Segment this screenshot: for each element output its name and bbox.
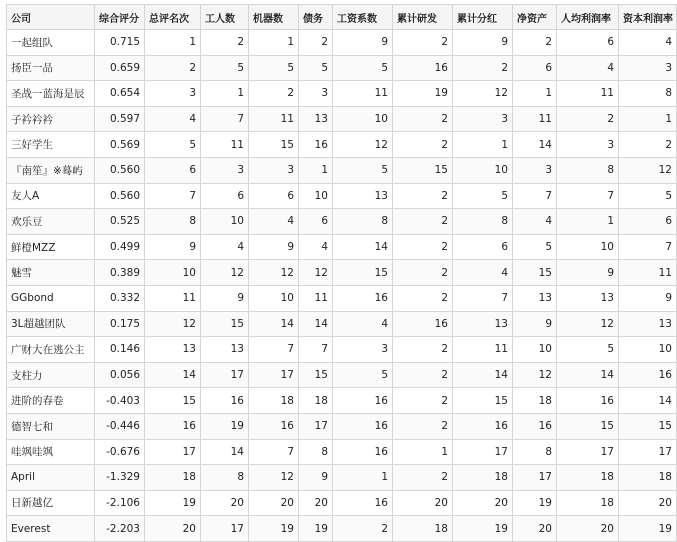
company-name-cell: 支柱力	[7, 362, 95, 388]
value-cell: 17	[513, 465, 557, 491]
value-cell: 12	[453, 81, 513, 107]
value-cell: 9	[513, 311, 557, 337]
value-cell: 7	[201, 106, 249, 132]
value-cell: 8	[453, 209, 513, 235]
value-cell: 0.654	[95, 81, 145, 107]
value-cell: 16	[333, 439, 393, 465]
value-cell: 10	[299, 183, 333, 209]
value-cell: 8	[299, 439, 333, 465]
table-row	[7, 234, 677, 260]
value-cell: 10	[557, 234, 619, 260]
value-cell: 5	[333, 55, 393, 81]
value-cell: 9	[557, 260, 619, 286]
value-cell: 6	[513, 55, 557, 81]
value-cell: 4	[299, 234, 333, 260]
table-row	[7, 157, 677, 183]
value-cell: 1	[619, 106, 677, 132]
value-cell: 8	[201, 465, 249, 491]
table-row	[7, 362, 677, 388]
value-cell: 11	[453, 337, 513, 363]
value-cell: 16	[393, 311, 453, 337]
value-cell: 2	[201, 30, 249, 56]
value-cell: 0.715	[95, 30, 145, 56]
value-cell: 16	[557, 388, 619, 414]
company-name-cell: 德智七和	[7, 413, 95, 439]
value-cell: 11	[201, 132, 249, 158]
table-row	[7, 490, 677, 516]
value-cell: 0.597	[95, 106, 145, 132]
value-cell: 14	[513, 132, 557, 158]
value-cell: 8	[513, 439, 557, 465]
value-cell: 16	[333, 490, 393, 516]
value-cell: 16	[453, 413, 513, 439]
value-cell: 11	[299, 285, 333, 311]
value-cell: -0.403	[95, 388, 145, 414]
column-header: 工资系数	[333, 5, 393, 30]
value-cell: 2	[453, 55, 513, 81]
column-header: 债务	[299, 5, 333, 30]
value-cell: 12	[299, 260, 333, 286]
value-cell: 8	[557, 157, 619, 183]
value-cell: 16	[619, 362, 677, 388]
value-cell: 17	[453, 439, 513, 465]
value-cell: 12	[333, 132, 393, 158]
value-cell: 1	[145, 30, 201, 56]
value-cell: 7	[513, 183, 557, 209]
value-cell: 4	[333, 311, 393, 337]
company-name-cell: 扬臣一品	[7, 55, 95, 81]
value-cell: 5	[249, 55, 299, 81]
column-header: 净资产	[513, 5, 557, 30]
value-cell: 10	[333, 106, 393, 132]
value-cell: 18	[299, 388, 333, 414]
value-cell: 19	[513, 490, 557, 516]
value-cell: 16	[299, 132, 333, 158]
value-cell: 6	[201, 183, 249, 209]
value-cell: -2.106	[95, 490, 145, 516]
value-cell: 2	[393, 413, 453, 439]
company-name-cell: 欢乐豆	[7, 209, 95, 235]
value-cell: 8	[333, 209, 393, 235]
value-cell: 17	[249, 362, 299, 388]
value-cell: 11	[557, 81, 619, 107]
value-cell: 6	[145, 157, 201, 183]
company-name-cell: 三好学生	[7, 132, 95, 158]
value-cell: 3	[299, 81, 333, 107]
value-cell: 16	[145, 413, 201, 439]
value-cell: 0.146	[95, 337, 145, 363]
company-name-cell: 魅雪	[7, 260, 95, 286]
value-cell: 12	[619, 157, 677, 183]
table-row	[7, 183, 677, 209]
column-header: 人均利润率	[557, 5, 619, 30]
value-cell: 2	[393, 388, 453, 414]
company-name-cell: 一起组队	[7, 30, 95, 56]
value-cell: 16	[333, 413, 393, 439]
value-cell: 20	[513, 516, 557, 542]
value-cell: 9	[201, 285, 249, 311]
value-cell: 6	[249, 183, 299, 209]
value-cell: 17	[299, 413, 333, 439]
value-cell: 2	[145, 55, 201, 81]
value-cell: 19	[453, 516, 513, 542]
value-cell: 15	[201, 311, 249, 337]
value-cell: 5	[513, 234, 557, 260]
value-cell: 7	[145, 183, 201, 209]
value-cell: 12	[557, 311, 619, 337]
value-cell: 9	[619, 285, 677, 311]
value-cell: 12	[249, 260, 299, 286]
value-cell: 15	[393, 157, 453, 183]
value-cell: 5	[453, 183, 513, 209]
table-body	[7, 30, 677, 542]
company-name-cell: GGbond	[7, 285, 95, 311]
value-cell: 13	[333, 183, 393, 209]
value-cell: 12	[249, 465, 299, 491]
table-row	[7, 388, 677, 414]
value-cell: 12	[201, 260, 249, 286]
company-name-cell: 日新越亿	[7, 490, 95, 516]
value-cell: 0.389	[95, 260, 145, 286]
value-cell: 2	[393, 337, 453, 363]
table-row	[7, 413, 677, 439]
value-cell: 20	[557, 516, 619, 542]
value-cell: 15	[145, 388, 201, 414]
table-row	[7, 439, 677, 465]
value-cell: 3	[557, 132, 619, 158]
value-cell: 18	[513, 388, 557, 414]
value-cell: 4	[513, 209, 557, 235]
value-cell: 1	[453, 132, 513, 158]
column-header: 总评名次	[145, 5, 201, 30]
column-header: 公司	[7, 5, 95, 30]
value-cell: 9	[249, 234, 299, 260]
value-cell: 19	[393, 81, 453, 107]
value-cell: 11	[513, 106, 557, 132]
company-name-cell: 鲜橙MZZ	[7, 234, 95, 260]
value-cell: 14	[557, 362, 619, 388]
value-cell: 13	[453, 311, 513, 337]
value-cell: 7	[299, 337, 333, 363]
results-table	[6, 4, 677, 542]
value-cell: 20	[453, 490, 513, 516]
results-table-container	[6, 4, 673, 542]
value-cell: 1	[513, 81, 557, 107]
value-cell: 2	[299, 30, 333, 56]
value-cell: 5	[557, 337, 619, 363]
value-cell: 16	[201, 388, 249, 414]
value-cell: 15	[333, 260, 393, 286]
value-cell: 16	[333, 388, 393, 414]
value-cell: 4	[619, 30, 677, 56]
value-cell: 3	[453, 106, 513, 132]
value-cell: 18	[453, 465, 513, 491]
table-header-row	[7, 5, 677, 30]
value-cell: 8	[145, 209, 201, 235]
column-header: 累计研发	[393, 5, 453, 30]
value-cell: 13	[513, 285, 557, 311]
value-cell: 4	[453, 260, 513, 286]
company-name-cell: 圣战一蓝海是辰	[7, 81, 95, 107]
value-cell: 10	[145, 260, 201, 286]
table-row	[7, 209, 677, 235]
value-cell: 2	[393, 260, 453, 286]
value-cell: 17	[201, 516, 249, 542]
table-row	[7, 516, 677, 542]
value-cell: 5	[619, 183, 677, 209]
value-cell: 2	[557, 106, 619, 132]
column-header: 资本利润率	[619, 5, 677, 30]
value-cell: 5	[201, 55, 249, 81]
value-cell: 0.332	[95, 285, 145, 311]
value-cell: 2	[393, 362, 453, 388]
value-cell: 18	[557, 465, 619, 491]
value-cell: 2	[393, 465, 453, 491]
value-cell: 14	[249, 311, 299, 337]
table-row	[7, 337, 677, 363]
value-cell: 20	[249, 490, 299, 516]
value-cell: 9	[145, 234, 201, 260]
value-cell: 3	[619, 55, 677, 81]
value-cell: 13	[299, 106, 333, 132]
value-cell: 17	[619, 439, 677, 465]
value-cell: 3	[201, 157, 249, 183]
table-row	[7, 311, 677, 337]
value-cell: 4	[249, 209, 299, 235]
value-cell: 7	[249, 337, 299, 363]
value-cell: 1	[201, 81, 249, 107]
value-cell: 18	[619, 465, 677, 491]
value-cell: 15	[619, 413, 677, 439]
value-cell: 20	[145, 516, 201, 542]
value-cell: 7	[249, 439, 299, 465]
table-row	[7, 106, 677, 132]
value-cell: 0.056	[95, 362, 145, 388]
value-cell: 6	[453, 234, 513, 260]
value-cell: 7	[619, 234, 677, 260]
column-header: 机器数	[249, 5, 299, 30]
value-cell: 0.525	[95, 209, 145, 235]
value-cell: 14	[619, 388, 677, 414]
value-cell: -2.203	[95, 516, 145, 542]
value-cell: 2	[333, 516, 393, 542]
value-cell: 14	[201, 439, 249, 465]
value-cell: 16	[333, 285, 393, 311]
value-cell: 14	[333, 234, 393, 260]
value-cell: 12	[513, 362, 557, 388]
value-cell: 5	[333, 157, 393, 183]
value-cell: 16	[249, 413, 299, 439]
value-cell: 11	[333, 81, 393, 107]
table-row	[7, 55, 677, 81]
value-cell: 4	[557, 55, 619, 81]
value-cell: 1	[393, 439, 453, 465]
value-cell: 5	[145, 132, 201, 158]
company-name-cell: 3L超越团队	[7, 311, 95, 337]
value-cell: 15	[557, 413, 619, 439]
value-cell: 2	[249, 81, 299, 107]
value-cell: 13	[557, 285, 619, 311]
value-cell: 4	[145, 106, 201, 132]
value-cell: 17	[557, 439, 619, 465]
value-cell: 2	[393, 106, 453, 132]
company-name-cell: 进阶的春卷	[7, 388, 95, 414]
value-cell: 18	[557, 490, 619, 516]
value-cell: 19	[619, 516, 677, 542]
value-cell: 12	[145, 311, 201, 337]
value-cell: 9	[333, 30, 393, 56]
value-cell: 20	[619, 490, 677, 516]
value-cell: 19	[201, 413, 249, 439]
value-cell: 15	[513, 260, 557, 286]
value-cell: 14	[299, 311, 333, 337]
company-name-cell: 广财大在逃公主	[7, 337, 95, 363]
value-cell: 15	[299, 362, 333, 388]
value-cell: 2	[393, 285, 453, 311]
value-cell: 9	[299, 465, 333, 491]
value-cell: 3	[249, 157, 299, 183]
value-cell: 1	[557, 209, 619, 235]
value-cell: 20	[299, 490, 333, 516]
value-cell: 0.560	[95, 183, 145, 209]
value-cell: 1	[249, 30, 299, 56]
column-header: 累计分红	[453, 5, 513, 30]
value-cell: 2	[393, 132, 453, 158]
company-name-cell: April	[7, 465, 95, 491]
value-cell: -1.329	[95, 465, 145, 491]
value-cell: 3	[145, 81, 201, 107]
value-cell: 19	[145, 490, 201, 516]
value-cell: 20	[201, 490, 249, 516]
value-cell: 14	[145, 362, 201, 388]
company-name-cell: 子衿衿衿	[7, 106, 95, 132]
value-cell: 10	[201, 209, 249, 235]
table-row	[7, 132, 677, 158]
value-cell: 6	[619, 209, 677, 235]
value-cell: 0.499	[95, 234, 145, 260]
value-cell: -0.446	[95, 413, 145, 439]
company-name-cell: Everest	[7, 516, 95, 542]
value-cell: 2	[393, 234, 453, 260]
value-cell: -0.676	[95, 439, 145, 465]
value-cell: 14	[453, 362, 513, 388]
value-cell: 2	[619, 132, 677, 158]
table-row	[7, 285, 677, 311]
value-cell: 15	[453, 388, 513, 414]
value-cell: 10	[619, 337, 677, 363]
value-cell: 17	[201, 362, 249, 388]
value-cell: 4	[201, 234, 249, 260]
value-cell: 7	[557, 183, 619, 209]
column-header: 综合评分	[95, 5, 145, 30]
column-header: 工人数	[201, 5, 249, 30]
value-cell: 13	[619, 311, 677, 337]
company-name-cell: 『南笙』※蓦屿	[7, 157, 95, 183]
value-cell: 10	[513, 337, 557, 363]
company-name-cell: 哇飒哇飒	[7, 439, 95, 465]
value-cell: 2	[393, 30, 453, 56]
value-cell: 0.560	[95, 157, 145, 183]
value-cell: 18	[145, 465, 201, 491]
value-cell: 11	[619, 260, 677, 286]
value-cell: 6	[299, 209, 333, 235]
value-cell: 18	[393, 516, 453, 542]
value-cell: 0.659	[95, 55, 145, 81]
value-cell: 17	[145, 439, 201, 465]
value-cell: 3	[333, 337, 393, 363]
value-cell: 16	[393, 55, 453, 81]
value-cell: 5	[299, 55, 333, 81]
value-cell: 16	[513, 413, 557, 439]
value-cell: 18	[249, 388, 299, 414]
value-cell: 20	[393, 490, 453, 516]
table-row	[7, 81, 677, 107]
value-cell: 10	[453, 157, 513, 183]
value-cell: 13	[145, 337, 201, 363]
value-cell: 8	[619, 81, 677, 107]
company-name-cell: 友人A	[7, 183, 95, 209]
value-cell: 13	[201, 337, 249, 363]
value-cell: 2	[513, 30, 557, 56]
table-row	[7, 260, 677, 286]
value-cell: 11	[249, 106, 299, 132]
value-cell: 0.175	[95, 311, 145, 337]
value-cell: 1	[299, 157, 333, 183]
value-cell: 5	[333, 362, 393, 388]
value-cell: 9	[453, 30, 513, 56]
value-cell: 2	[393, 209, 453, 235]
value-cell: 2	[393, 183, 453, 209]
value-cell: 19	[299, 516, 333, 542]
value-cell: 15	[249, 132, 299, 158]
table-row	[7, 465, 677, 491]
value-cell: 7	[453, 285, 513, 311]
value-cell: 19	[249, 516, 299, 542]
value-cell: 11	[145, 285, 201, 311]
value-cell: 1	[333, 465, 393, 491]
table-row	[7, 30, 677, 56]
value-cell: 6	[557, 30, 619, 56]
value-cell: 0.569	[95, 132, 145, 158]
value-cell: 10	[249, 285, 299, 311]
value-cell: 3	[513, 157, 557, 183]
